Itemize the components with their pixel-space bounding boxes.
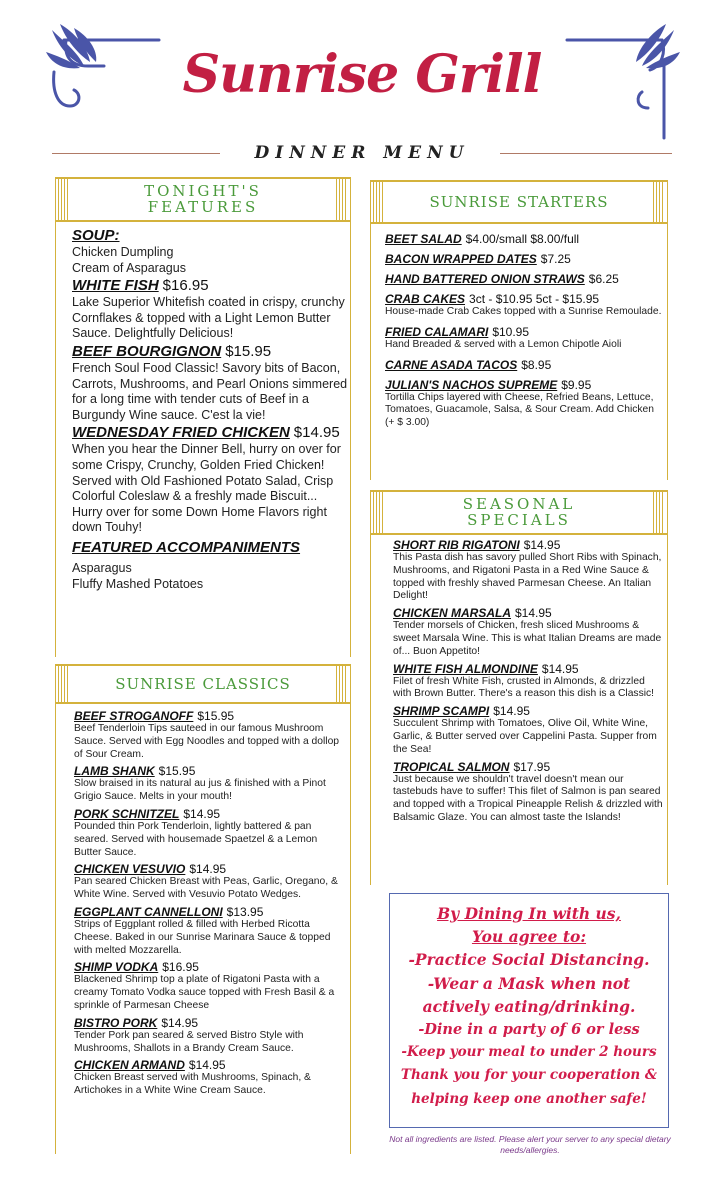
- menu-item-description: French Soul Food Classic! Savory bits of Bacon, Carrots, Mushrooms, and Pearl Onions simmered for a long time with tender cuts of Beef in a Burgundy Wine sauce. C'est la vie!: [72, 360, 348, 422]
- menu-item-description: Filet of fresh White Fish, crusted in Almonds, & drizzled with Brown Butter. There's a reason this dish is a Classic!: [393, 675, 655, 700]
- menu-item-head: [72, 276, 350, 295]
- starters-banner: [371, 180, 667, 224]
- seasonal-section: [370, 490, 668, 885]
- features-banner: [56, 177, 350, 222]
- notice-line: -Dine in a party of 6 or less: [418, 1021, 640, 1039]
- classics-section: [55, 664, 351, 1154]
- menu-item-description: This Pasta dish has savory pulled Short Ribs with Spinach, Mushrooms, and Rigatoni Pasta in a Red Wine Sauce & topped with freshly shaved Parmesan Cheese. An Italian Delight!: [393, 552, 662, 602]
- menu-item-name: CHICKEN VESUVIO: [74, 862, 186, 877]
- restaurant-title: Sunrise Grill: [182, 44, 542, 105]
- menu-item-name: BACON WRAPPED DATES: [385, 252, 537, 266]
- menu-item-description: Tortilla Chips layered with Cheese, Refried Beans, Lettuce, Tomatoes, Guacamole, Salsa, & Sour Cream. Add Chicken (+ $ 3.00): [385, 391, 654, 429]
- menu-item-name: BEEF BOURGIGNON: [72, 342, 222, 360]
- menu-item-head: [74, 960, 346, 974]
- menu-item-name: WHITE FISH ALMONDINE: [393, 661, 538, 676]
- accompaniment-item: Asparagus: [72, 560, 132, 575]
- features-box: [55, 177, 351, 657]
- menu-item-name: PORK SCHNITZEL: [74, 806, 180, 821]
- menu-item-head: [385, 358, 663, 372]
- menu-item: [393, 606, 663, 658]
- banner-pillar-left: [58, 179, 70, 220]
- features-title-line2: FEATURES: [147, 198, 259, 216]
- menu-item-name: BEET SALAD: [385, 232, 462, 246]
- accompaniment-item: Fluffy Mashed Potatoes: [72, 576, 204, 591]
- menu-item-price: $15.95: [225, 342, 272, 360]
- menu-item-name: SHIMP VODKA: [74, 960, 159, 975]
- menu-item-head: [74, 709, 346, 723]
- menu-item: [74, 862, 346, 902]
- menu-item-description: Tender Pork pan seared & served Bistro Style with Mushrooms, Shallots in a Brandy Cream Sauce.: [74, 1029, 304, 1054]
- menu-item-description: Strips of Eggplant rolled & filled with Herbed Ricotta Cheese. Baked in our Sunrise Marinara Sauce & topped with melted Mozzarella.: [74, 918, 331, 956]
- menu-item-price: $14.95: [188, 1058, 226, 1073]
- menu-item-price: $14.95: [189, 862, 227, 877]
- menu-item: [385, 252, 663, 266]
- notice-line: Thank you for your cooperation &: [400, 1067, 658, 1084]
- menu-item: [385, 325, 663, 352]
- menu-item-head: [74, 862, 346, 876]
- menu-item-name: SHORT RIB RIGATONI: [393, 538, 520, 552]
- menu-item-price: $14.95: [161, 1015, 199, 1030]
- menu-item: [74, 1016, 346, 1056]
- menu-item-price: $14.95: [293, 424, 340, 442]
- menu-item-price: $14.95: [523, 538, 561, 552]
- menu-item-price: $8.95: [521, 357, 552, 372]
- menu-item-head: [74, 1058, 346, 1072]
- starters-box: [370, 180, 668, 480]
- menu-item-description: Slow braised in its natural au jus & finished with a Pinot Grigio Sauce. Melts in your mouth!: [74, 778, 326, 803]
- menu-item-name: CRAB CAKES: [385, 292, 466, 306]
- menu-item-name: HAND BATTERED ONION STRAWS: [385, 272, 585, 286]
- classics-title: SUNRISE CLASSICS: [115, 675, 291, 693]
- notice-line: By Dining In with us,: [437, 904, 621, 923]
- notice-line: You agree to:: [471, 927, 587, 947]
- menu-item-head: [74, 1016, 346, 1030]
- menu-item-price: 3ct - $10.95 5ct - $15.95: [469, 292, 600, 306]
- features-section: [55, 177, 351, 657]
- classics-box: [55, 664, 351, 1154]
- starters-section: [370, 180, 668, 480]
- starters-title: SUNRISE STARTERS: [429, 193, 609, 211]
- menu-item-head: [393, 704, 663, 718]
- notice-line: actively eating/drinking.: [422, 996, 636, 1016]
- menu-item-head: [72, 342, 350, 361]
- notice-line: -Practice Social Distancing.: [408, 950, 650, 970]
- menu-item: [72, 276, 350, 342]
- soup-heading: SOUP:: [72, 227, 120, 244]
- banner-pillar-right: [653, 182, 665, 222]
- menu-item-price: $17.95: [513, 759, 551, 774]
- menu-item-price: $9.95: [561, 377, 592, 392]
- notice-line: -Keep your meal to under 2 hours: [401, 1044, 657, 1061]
- menu-item-price: $10.95: [492, 324, 530, 339]
- menu-item-price: $7.25: [540, 252, 571, 266]
- menu-item: [74, 960, 346, 1012]
- menu-item-price: $16.95: [162, 277, 209, 295]
- menu-item-price: $15.95: [158, 764, 196, 779]
- menu-item-name: BEEF STROGANOFF: [74, 709, 194, 723]
- menu-subtitle: DINNER MENU: [254, 143, 470, 163]
- seasonal-banner: [371, 490, 667, 535]
- subtitle-row: [52, 143, 672, 167]
- menu-item: [393, 760, 663, 825]
- menu-item-description: Tender morsels of Chicken, fresh sliced Mushrooms & sweet Marsala Wine. This is what Italian Dreams are made of... Buon Appetito!: [393, 620, 662, 657]
- menu-item-name: WEDNESDAY FRIED CHICKEN: [72, 424, 290, 442]
- menu-item-price: $14.95: [515, 606, 552, 621]
- menu-item: [74, 905, 346, 957]
- seasonal-title-line2: SPECIALS: [467, 511, 571, 529]
- menu-item-head: [385, 232, 663, 246]
- menu-item-description: Hand Breaded & served with a Lemon Chipotle Aioli: [385, 338, 622, 350]
- notice-line: -Wear a Mask when not: [427, 973, 631, 993]
- menu-item-head: [393, 538, 663, 552]
- menu-item-description: House-made Crab Cakes topped with a Sunrise Remoulade.: [385, 306, 662, 317]
- menu-item-price: $15.95: [197, 709, 235, 723]
- menu-item: [385, 292, 663, 319]
- menu-item-price: $14.95: [493, 704, 530, 719]
- banner-pillar-right: [336, 666, 348, 702]
- menu-item-name: WHITE FISH: [72, 277, 159, 295]
- dining-policy-notice: [389, 893, 669, 1128]
- menu-item: [72, 423, 350, 536]
- menu-item: [74, 1058, 346, 1098]
- banner-pillar-left: [373, 182, 385, 222]
- menu-item-description: When you hear the Dinner Bell, hurry on over for some Crispy, Crunchy, Golden Fried Chicken! Served with Old Fashioned Potato Salad, Crisp Colorful Coleslaw & a freshly made Biscuit... Hurry over for some Down Home Flavors right down Touhy!: [72, 442, 341, 535]
- menu-item-price: $16.95: [162, 960, 199, 975]
- soup-item: Chicken Dumpling: [72, 245, 174, 259]
- menu-item: [393, 662, 663, 702]
- menu-item: [74, 807, 346, 859]
- menu-item-head: [393, 606, 663, 620]
- features-title-line1: TONIGHT'S: [144, 182, 262, 200]
- menu-item-price: $6.25: [588, 272, 619, 286]
- classics-banner: [56, 664, 350, 704]
- menu-item-description: Lake Superior Whitefish coated in crispy, crunchy Cornflakes & topped with a Light Lemon Butter Sauce. Delightfully Delicious!: [72, 295, 345, 341]
- banner-pillar-left: [373, 492, 385, 533]
- menu-item-head: [385, 272, 663, 286]
- menu-item-name: FRIED CALAMARI: [385, 324, 489, 339]
- accompaniments-heading: FEATURED ACCOMPANIMENTS: [72, 538, 301, 556]
- menu-item-head: [393, 662, 663, 676]
- menu-item-price: $4.00/small $8.00/full: [465, 232, 580, 246]
- menu-item: [72, 342, 350, 423]
- seasonal-box: [370, 490, 668, 885]
- menu-item-head: [72, 423, 350, 442]
- menu-item-price: $13.95: [226, 904, 264, 919]
- menu-item-name: LAMB SHANK: [74, 764, 155, 779]
- seasonal-title-line1: SEASONAL: [462, 495, 576, 513]
- menu-item-description: Blackened Shrimp top a plate of Rigatoni Pasta with a creamy Tomato Vodka sauce topped with Fresh Basil & a sprinkle of Parmesan Cheese: [74, 974, 335, 1011]
- menu-item-head: [393, 760, 663, 774]
- allergy-footnote: Not all ingredients are listed. Please alert your server to any special dietary needs/allergies.: [389, 1134, 671, 1155]
- menu-item: [74, 764, 346, 804]
- menu-item-description: Pounded thin Pork Tenderloin, lightly battered & pan seared. Served with housemade Spaetzel & a Lemon Butter Sauce.: [74, 820, 318, 858]
- menu-item-head: [74, 764, 346, 778]
- notice-line: helping keep one another safe!: [411, 1090, 647, 1107]
- menu-item-name: EGGPLANT CANNELLONI: [74, 904, 223, 919]
- banner-pillar-left: [58, 666, 70, 702]
- menu-item: [74, 709, 346, 761]
- menu-item-name: TROPICAL SALMON: [393, 759, 510, 774]
- menu-item-name: JULIAN'S NACHOS SUPREME: [385, 377, 558, 392]
- menu-item-price: $14.95: [183, 806, 221, 821]
- menu-item-name: SHRIMP SCAMPI: [393, 704, 490, 719]
- menu-item-name: CHICKEN ARMAND: [74, 1058, 185, 1073]
- menu-item-description: Chicken Breast served with Mushrooms, Spinach, & Artichokes in a White Wine Cream Sauce.: [74, 1072, 311, 1097]
- menu-item-head: [385, 378, 663, 392]
- menu-item-head: [385, 252, 663, 266]
- menu-item: [385, 378, 663, 430]
- menu-item-head: [74, 807, 346, 821]
- menu-item: [385, 358, 663, 372]
- banner-pillar-right: [336, 179, 348, 220]
- menu-item-price: $14.95: [541, 661, 579, 676]
- menu-item: [393, 538, 663, 603]
- menu-item-name: CARNE ASADA TACOS: [385, 357, 518, 372]
- menu-item-description: Pan seared Chicken Breast with Peas, Garlic, Oregano, & White Wine. Served with Vesuvio Potato Wedges.: [74, 876, 338, 901]
- menu-item-description: Just because we shouldn't travel doesn't mean our tastebuds have to suffer! This filet of Salmon is pan seared and topped with a Tropical Pineapple Relish & drizzled with Balsamic Glaze. You can almost taste the Islands!: [393, 773, 663, 823]
- soup-item: Cream of Asparagus: [72, 260, 186, 275]
- banner-pillar-right: [653, 492, 665, 533]
- menu-item: [385, 232, 663, 246]
- menu-item-head: [74, 905, 346, 919]
- menu-item-name: BISTRO PORK: [74, 1015, 158, 1030]
- menu-item-description: Succulent Shrimp with Tomatoes, Olive Oil, White Wine, Garlic, & Butter served over Cappelini Pasta. Supper from the Sea!: [393, 718, 657, 755]
- menu-item-head: [385, 325, 663, 339]
- menu-item-description: Beef Tenderloin Tips sauteed in our famous Mushroom Sauce. Served with Egg Noodles and topped with a dollop of Sour Cream.: [74, 723, 340, 760]
- menu-item: [393, 704, 663, 756]
- menu-item-head: [385, 292, 663, 306]
- menu-item: [385, 272, 663, 286]
- menu-item-name: CHICKEN MARSALA: [393, 606, 511, 621]
